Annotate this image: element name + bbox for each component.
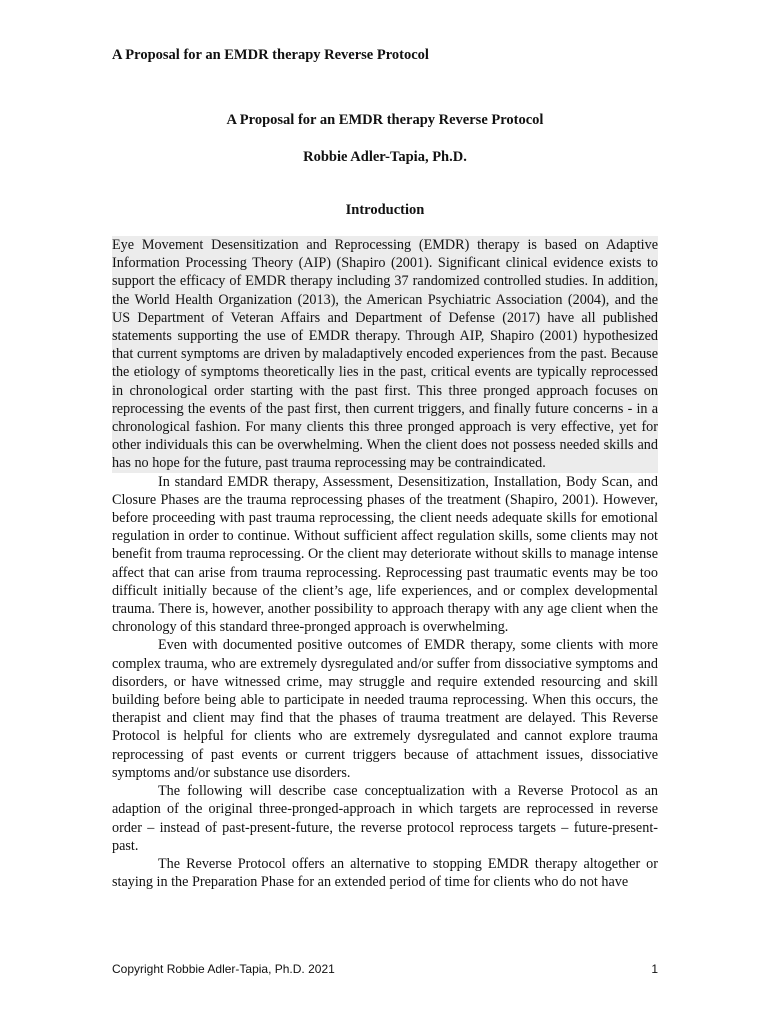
running-header: A Proposal for an EMDR therapy Reverse Protocol: [112, 47, 429, 63]
paragraph-complex-trauma: Even with documented positive outcomes of EMDR therapy, some clients with more complex trauma, who are extremely dysregulated and/or suffer from dissociative symptoms and disorders, or have witnessed crime, may struggle and require extended resourcing and skill building before being able to participate in needed trauma reprocessing. When this occurs, the therapist and client may find that the phases of trauma treatment are delayed. This Reverse Protocol is helpful for clients who are extremely dysregulated and cannot explore trauma reprocessing of past events or current triggers because of attachment issues, dissociative symptoms and/or substance use disorders.: [112, 637, 658, 781]
paragraph-intro: Eye Movement Desensitization and Reprocessing (EMDR) therapy is based on Adaptive Information Processing Theory (AIP) (Shapiro (2001). Significant clinical evidence exists to support the efficacy of EMDR therapy including 37 randomized controlled studies. In addition, the World Health Organization (2013), the American Psychiatric Association (2004), and the US Department of Veteran Affairs and Department of Defense (2017) have all published statements supporting the use of EMDR therapy. Through AIP, Shapiro (2001) hypothesized that current symptoms are driven by maladaptively encoded experiences from the past. Because the etiology of symptoms theoretically lies in the past, critical events are typically reprocessed in chronological order starting with the past first. This three pronged approach focuses on reprocessing the events of the past first, then current triggers, and finally future concerns - in a chronological fashion. For many clients this three pronged approach is very effective, yet for other individuals this can be overwhelming. When the client does not possess needed skills and has no hope for the future, past trauma reprocessing may be contraindicated.: [112, 237, 658, 472]
paragraph-standard-emdr: In standard EMDR therapy, Assessment, Desensitization, Installation, Body Scan, and Closure Phases are the trauma reprocessing phases of the treatment (Shapiro, 2001). However, before proceeding with past trauma reprocessing, the client needs adequate skills for emotional regulation in order to continue. Without sufficient affect regulation skills, some clients may not benefit from trauma reprocessing. Or the client may deteriorate without skills to manage intense affect that can arise from trauma reprocessing. Reprocessing past traumatic events may be too difficult initially because of the client’s age, life experiences, and or complex developmental trauma. There is, however, another possibility to approach therapy with any age client when the chronology of this standard three-pronged approach is overwhelming.: [112, 473, 658, 636]
page-footer: [112, 962, 658, 980]
section-heading: Introduction: [345, 202, 425, 218]
paragraph-case-conceptualization: The following will describe case conceptualization with a Reverse Protocol as an adaption of the original three-pronged-approach in which targets are reprocessed in reverse order – instead of past-present-future, the reverse protocol reprocess targets – future-present-past.: [112, 783, 658, 854]
document-author: Robbie Adler-Tapia, Ph.D.: [303, 149, 467, 165]
page-number: 1: [651, 962, 658, 976]
body-text: [112, 236, 658, 891]
footer-copyright: Copyright Robbie Adler-Tapia, Ph.D. 2021: [112, 962, 335, 976]
paragraph-reverse-protocol: The Reverse Protocol offers an alternative to stopping EMDR therapy altogether or staying in the Preparation Phase for an extended period of time for clients who do not have: [112, 855, 658, 891]
document-title: A Proposal for an EMDR therapy Reverse Protocol: [226, 112, 544, 128]
